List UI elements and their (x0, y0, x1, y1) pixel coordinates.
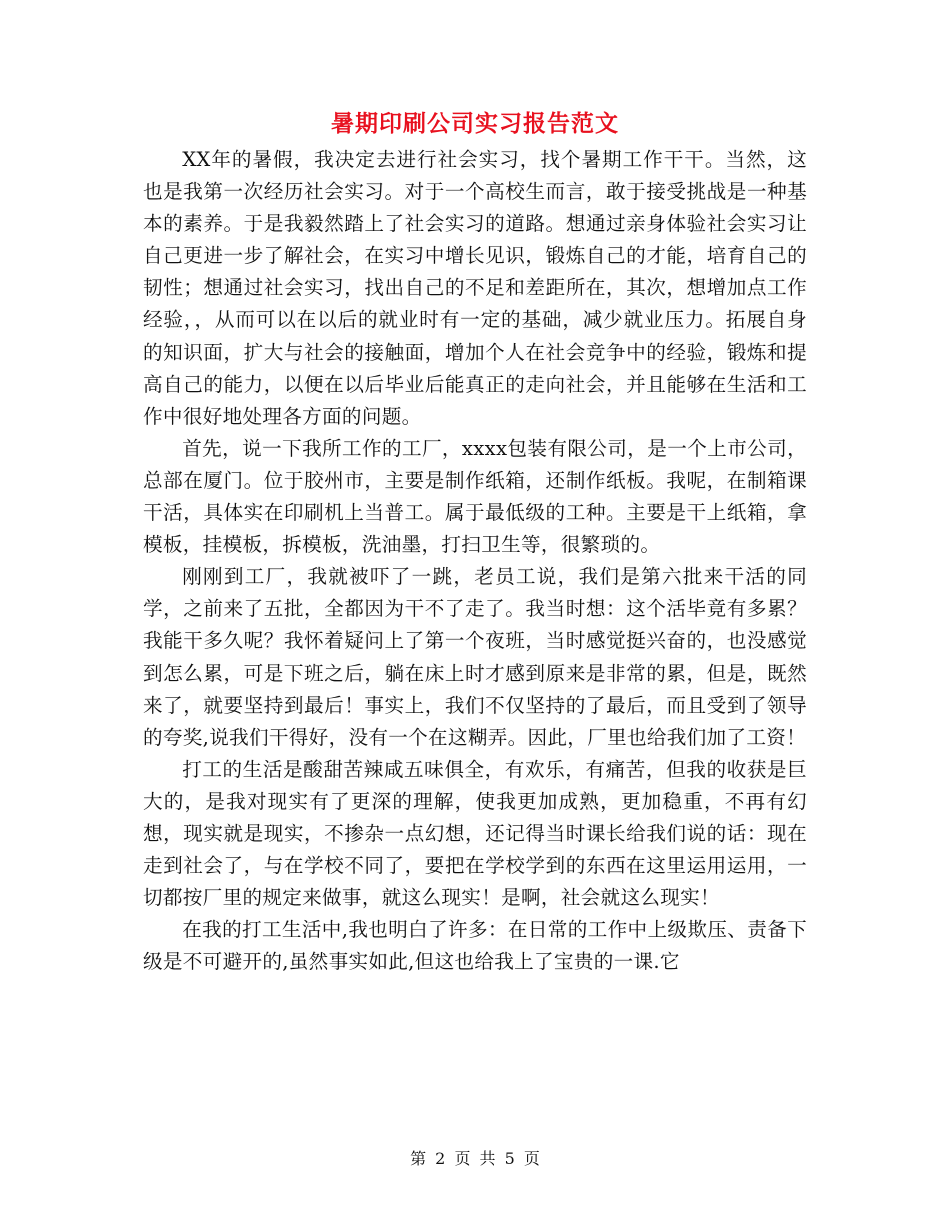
paragraph-5: 在我的打工生活中,我也明白了许多：在日常的工作中上级欺压、责备下级是不可避开的,虽然事实如此,但这也给我上了宝贵的一课.它 (143, 918, 807, 974)
document-body (143, 144, 807, 978)
paragraph-1: XX年的暑假，我决定去进行社会实习，找个暑期工作干干。当然，这也是我第一次经历社会实习。对于一个高校生而言，敢于接受挑战是一种基本的素养。于是我毅然踏上了社会实习的道路。想通过亲身体验社会实习让自己更进一步了解社会，在实习中增长见识，锻炼自己的才能，培育自己的韧性；想通过社会实习，找出自己的不足和差距所在，其次，想增加点工作经验，，从而可以在以后的就业时有一定的基础，减少就业压力。拓展自身的知识面，扩大与社会的接触面，增加个人在社会竞争中的经验，锻炼和提高自己的能力，以便在以后毕业后能真正的走向社会，并且能够在生活和工作中很好地处理各方面的问题。 (143, 148, 807, 428)
paragraph-3: 刚刚到工厂，我就被吓了一跳，老员工说，我们是第六批来干活的同学，之前来了五批，全都因为干不了走了。我当时想：这个活毕竟有多累？我能干多久呢？我怀着疑问上了第一个夜班，当时感觉挺兴奋的，也没感觉到怎么累，可是下班之后，躺在床上时才感到原来是非常的累，但是，既然来了，就要坚持到最后！事实上，我们不仅坚持的了最后，而且受到了领导的夸奖,说我们干得好，没有一个在这糊弄。因此，厂里也给我们加了工资！ (143, 565, 807, 749)
paragraph-4: 打工的生活是酸甜苦辣咸五味俱全，有欢乐，有痛苦，但我的收获是巨大的，是我对现实有了更深的理解，使我更加成熟，更加稳重，不再有幻想，现实就是现实，不掺杂一点幻想，还记得当时课长给我们说的话：现在走到社会了，与在学校不同了，要把在学校学到的东西在这里运用运用，一切都按厂里的规定来做事，就这么现实！是啊，社会就这么现实！ (143, 757, 807, 910)
paragraph-2: 首先，说一下我所工作的工厂，xxxx包装有限公司，是一个上市公司，总部在厦门。位于胶州市，主要是制作纸箱，还制作纸板。我呢，在制箱课干活，具体实在印刷机上当普工。属于最低级的工种。主要是干上纸箱，拿模板，挂模板，拆模板，洗油墨，打扫卫生等，很繁琐的。 (143, 436, 807, 557)
document-title: 暑期印刷公司实习报告范文 (331, 110, 619, 137)
page-number-footer: 第 2 页 共 5 页 (410, 1149, 540, 1168)
